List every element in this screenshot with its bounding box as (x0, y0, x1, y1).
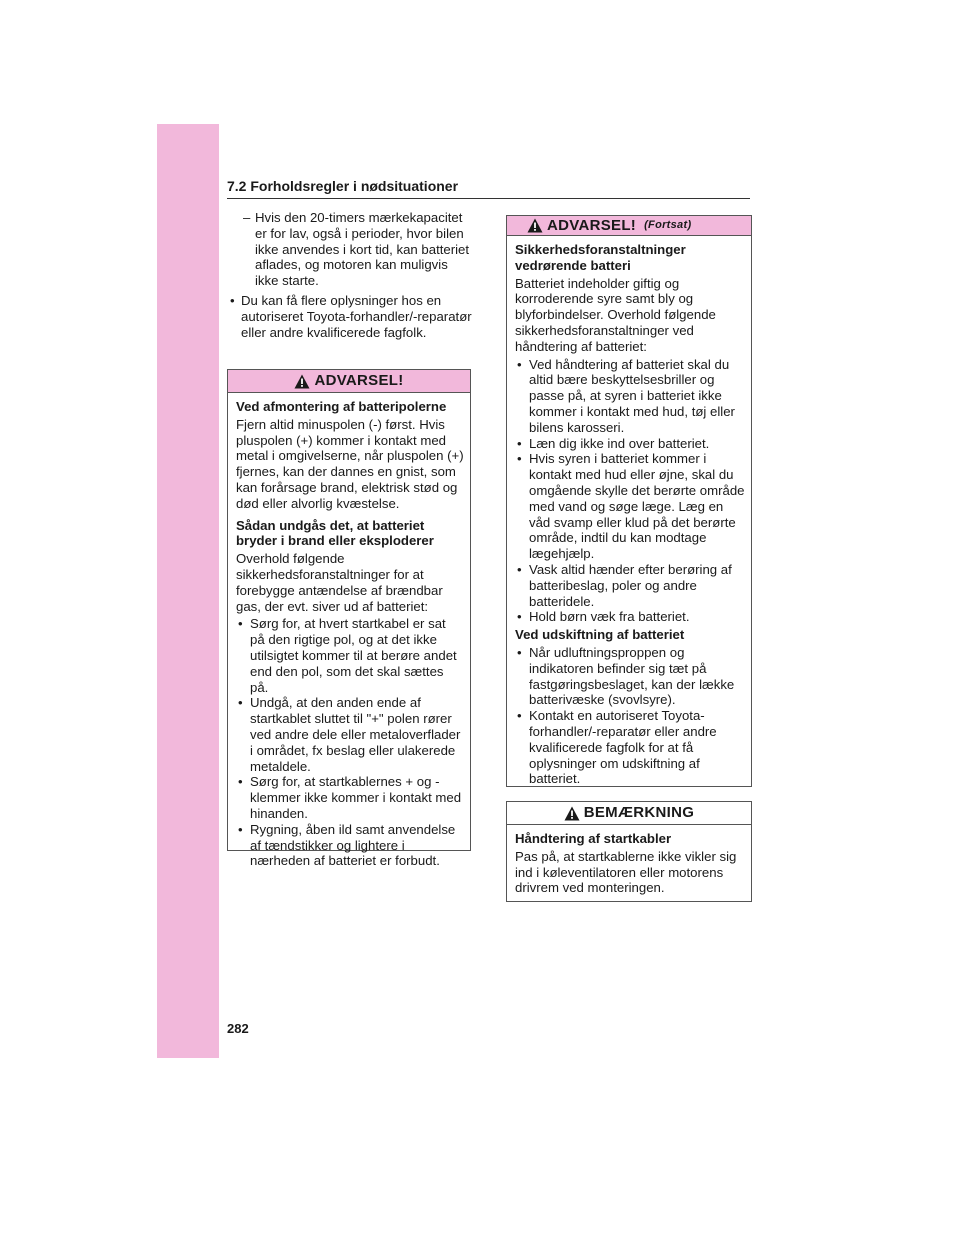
notice-body (507, 825, 751, 904)
warning-body (228, 393, 470, 875)
notice-heading: Håndtering af startkabler (515, 831, 672, 846)
warning-heading: Sådan undgås det, at batteriet bryder i brand eller eksploderer (236, 517, 434, 549)
warning-box (227, 369, 471, 869)
warning-heading: Ved afmontering af batteripolerne (236, 399, 447, 414)
warning-heading: Sikkerhedsforanstaltninger vedrørende batteri (515, 242, 686, 273)
notice-title: BEMÆRKNING (583, 804, 695, 822)
list-item: • Hold børn væk fra batteriet. (517, 609, 690, 625)
list-item: • Rygning, åben ild samt anvendelse af tændstikker og lightere i nærheden af batteriet er forbudt. (238, 821, 456, 869)
warning-box-header (228, 370, 470, 393)
bullet-item: • Du kan få flere oplysninger hos en autoriseret Toyota-forhandler/-reparatør eller andre kvalificerede fagfolk. (230, 292, 472, 340)
list-item: • Hvis syren i batteriet kommer i kontakt med hud eller øjne, skal du omgående skylle det berørte område med vand og søge læge. Læg en våd svamp eller klud på det berørte område, indtil du kan modtage lægehjælp. (517, 451, 745, 562)
list-item: • Vask altid hænder efter berøring af batteribeslag, poler og andre batteridele. (517, 561, 732, 609)
continued-label: (Fortsat) (644, 218, 692, 231)
list-item: • Ved håndtering af batteriet skal du altid bære beskyttelsesbriller og passe på, at syren i batteriet ikke kommer i kontakt med hud, tøj eller bilens karosseri. (517, 356, 735, 435)
warning-box-continued (506, 215, 752, 787)
warning-box-header (507, 216, 751, 236)
list-item: • Læn dig ikke ind over batteriet. (517, 435, 710, 451)
warning-body (507, 236, 751, 793)
section-title: 7.2 Forholdsregler i nødsituationer (227, 178, 750, 199)
warning-paragraph: Overhold følgende sikkerhedsforanstaltninger for at forebygge antændelse af brændbar gas, der evt. siver ud af batteriet: (236, 551, 443, 614)
list-item: • Sørg for, at startkablernes + og - klemmer ikke kommer i kontakt med hinanden. (238, 774, 462, 821)
warning-triangle-icon (527, 218, 543, 233)
warning-title: ADVARSEL! (314, 372, 404, 390)
list-item: • Undgå, at den anden ende af startkablet sluttet til "+" polen rører ved andre dele eller metaloverflader i området, fx beslag eller ulakerede metaldele. (238, 695, 461, 774)
list-item: • Sørg for, at hvert startkabel er sat på den rigtige pol, og at det ikke utilsigtet kommer til at berøre andet end den pol, som det skal sættes på. (238, 616, 457, 695)
warning-title: ADVARSEL! (547, 216, 637, 234)
page-number: 282 (227, 1021, 249, 1036)
notice-box (506, 801, 752, 902)
list-item: • Når udluftningsproppen og indikatoren befinder sig tæt på fastgøringsbeslaget, kan der lække batterivæske (svovlsyre). (517, 644, 735, 708)
notice-paragraph: Pas på, at startkablerne ikke vikler sig ind i køleventilatoren eller motorens drivrem ved monteringen. (515, 848, 737, 896)
warning-triangle-icon (564, 806, 580, 821)
intro-text (227, 210, 472, 340)
dash-item: – Hvis den 20-timers mærkekapacitet er for lav, også i perioder, hvor bilen ikke anvendes i kort tid, kan batteriet aflades, og motoren kan muligvis ikke starte. (243, 210, 470, 289)
warning-paragraph: Fjern altid minuspolen (-) først. Hvis pluspolen (+) kommer i kontakt med metal i omgivelserne, når pluspolen (+) fjernes, kan der dannes en gnist, som kan forårsage brand, elektrisk stød og død eller alvorlig kvæstelse. (236, 416, 464, 511)
warning-paragraph: Batteriet indeholder giftig og korroderende syre samt bly og blyforbindelser. Overhold følgende sikkerhedsforanstaltninger ved håndtering af batteriet: (515, 275, 716, 354)
list-item: • Kontakt en autoriseret Toyota-forhandler/-reparatør eller andre kvalificerede fagfolk for at få oplysninger om udskiftning af batteriet. (517, 708, 717, 787)
notice-box-header (507, 802, 751, 825)
pink-sidebar-tab (157, 124, 219, 1058)
warning-triangle-icon (294, 374, 310, 389)
warning-heading: Ved udskiftning af batteriet (515, 627, 685, 643)
